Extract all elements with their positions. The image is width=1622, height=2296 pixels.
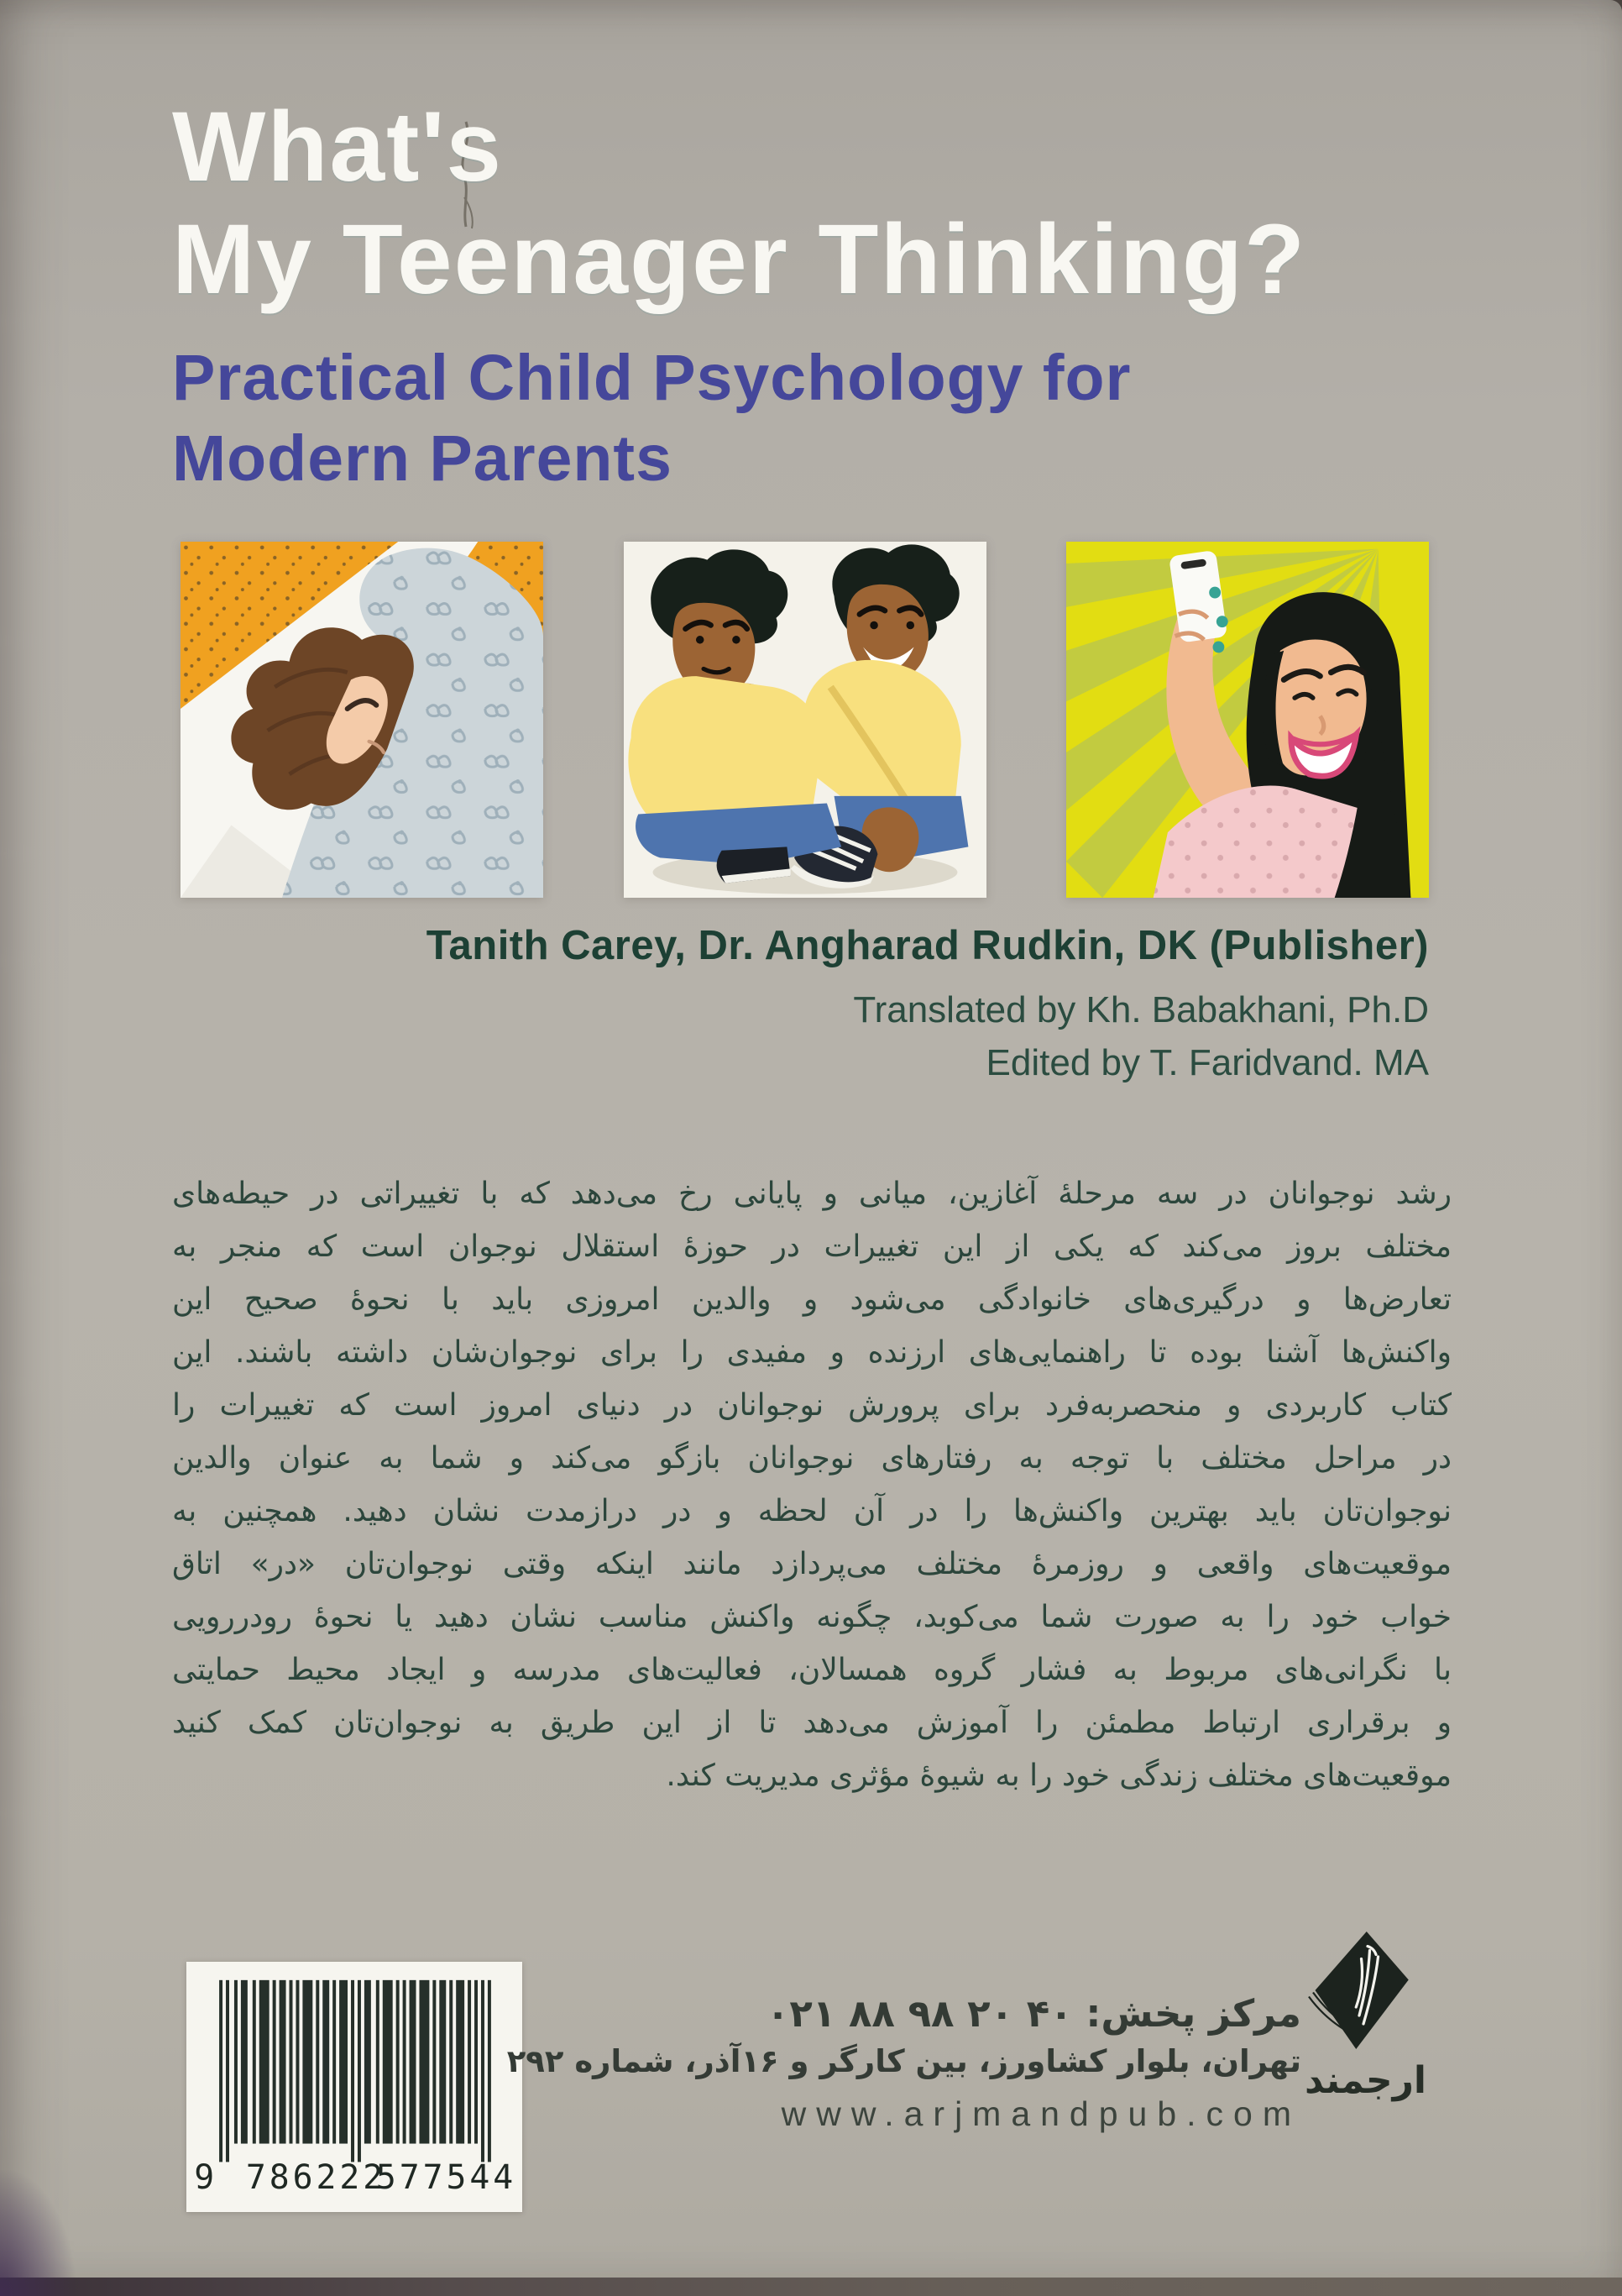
left-boy-sweater — [628, 676, 821, 821]
description-line: خواب خود را به صورت شما می‌کوبد، چگونه واکنش مناسب نشان دهید یا نحوهٔ رودررویی — [172, 1600, 1452, 1634]
description-line: با نگرانی‌های مربوط به فشار گروه همسالان، فعالیت‌های مدرسه و ایجاد محیط حمایتی — [172, 1653, 1452, 1687]
teal-nail — [1209, 587, 1221, 599]
illustration-selfie-girl — [1066, 542, 1429, 898]
translator-line: Translated by Kh. Babakhani, Ph.D — [853, 989, 1429, 1030]
subtitle-line-2: Modern Parents — [172, 422, 672, 495]
publisher-address: تهران، بلوار کشاورز، بین کارگر و ۱۶آذر، شماره ۲۹۲ — [506, 2043, 1301, 2079]
title-line-2: My Teenager Thinking? — [172, 204, 1307, 315]
book-subtitle — [172, 338, 1132, 499]
distribution-phone: ۰۲۱ ۸۸ ۹۸ ۲۰ ۴۰ — [766, 1991, 1073, 2036]
persian-description — [172, 1167, 1452, 1802]
description-line: موقعیت‌های واقعی و روزمرهٔ مختلف می‌پردازد مانند اینکه وقتی نوجوان‌تان «در» اتاق — [172, 1547, 1452, 1581]
description-line: تعارض‌ها و درگیری‌های خانوادگی می‌شود و والدین امروزی باید با نحوهٔ صحیح این — [172, 1282, 1452, 1317]
barcode-digit-left: 9 — [194, 2158, 215, 2198]
publisher-logo-icon — [1306, 1932, 1412, 2057]
publisher-name-fa: ارجمند — [1305, 2059, 1426, 2102]
distribution-label: مرکز پخش: — [1086, 1991, 1301, 2036]
description-line: رشد نوجوانان در سه مرحلهٔ آغازین، میانی و پایانی رخ می‌دهد که با تغییراتی در حیطه‌های — [172, 1177, 1452, 1211]
book-title — [172, 91, 1306, 316]
description-line: و برقراری ارتباط مطمئن را آموزش می‌دهد تا از این طریق به نوجوان‌تان کمک کنید — [172, 1706, 1452, 1740]
distribution-line — [507, 1992, 1301, 2036]
credits-block — [426, 922, 1429, 1084]
illustration-row — [181, 542, 1429, 898]
illustration-sleeping-teen — [181, 542, 543, 898]
authors-line: Tanith Carey, Dr. Angharad Rudkin, DK (Publisher) — [426, 923, 1429, 968]
description-line: نوجوان‌تان باید بهترین واکنش‌ها را در آن لحظه و در درازمدت نشان دهید. همچنین به — [172, 1494, 1452, 1528]
photo-bottom-shadow — [0, 2278, 1622, 2296]
barcode-digits-group1: 786222 — [245, 2158, 387, 2198]
editor-line: Edited by T. Faridvand. MA — [986, 1042, 1429, 1083]
photo-corner-smudge — [0, 2170, 76, 2296]
description-line: کتاب کاربردی و منحصربه‌فرد برای پرورش نوجوانان در دنیای امروز است که تغییرات را — [172, 1388, 1452, 1423]
subtitle-line-1: Practical Child Psychology for — [172, 342, 1132, 414]
illustration-twin-boys — [624, 542, 986, 898]
description-line: مختلف بروز می‌کند که یکی از این تغییرات در حوزهٔ استقلال نوجوان است که منجر به — [172, 1229, 1452, 1264]
isbn-barcode — [186, 1962, 522, 2212]
publisher-block — [507, 1932, 1436, 2134]
description-line: موقعیت‌های مختلف زندگی خود را به شیوهٔ مؤثری مدیریت کند. — [666, 1759, 1452, 1793]
title-line-1: What's — [172, 92, 504, 202]
description-line: واکنش‌ها آشنا بوده تا راهنمایی‌های ارزنده و مفیدی را برای نوجوان‌شان داشته باشند. این — [172, 1335, 1452, 1370]
barcode-digits-group2: 577544 — [375, 2158, 517, 2198]
arjmand-logo — [1305, 1932, 1426, 2102]
description-line: در مراحل مختلف با توجه به رفتارهای نوجوانان بازگو می‌کند و شما به عنوان والدین — [172, 1441, 1452, 1476]
publisher-website[interactable]: www.arjmandpub.com — [781, 2094, 1301, 2133]
publisher-contact — [507, 1992, 1301, 2134]
